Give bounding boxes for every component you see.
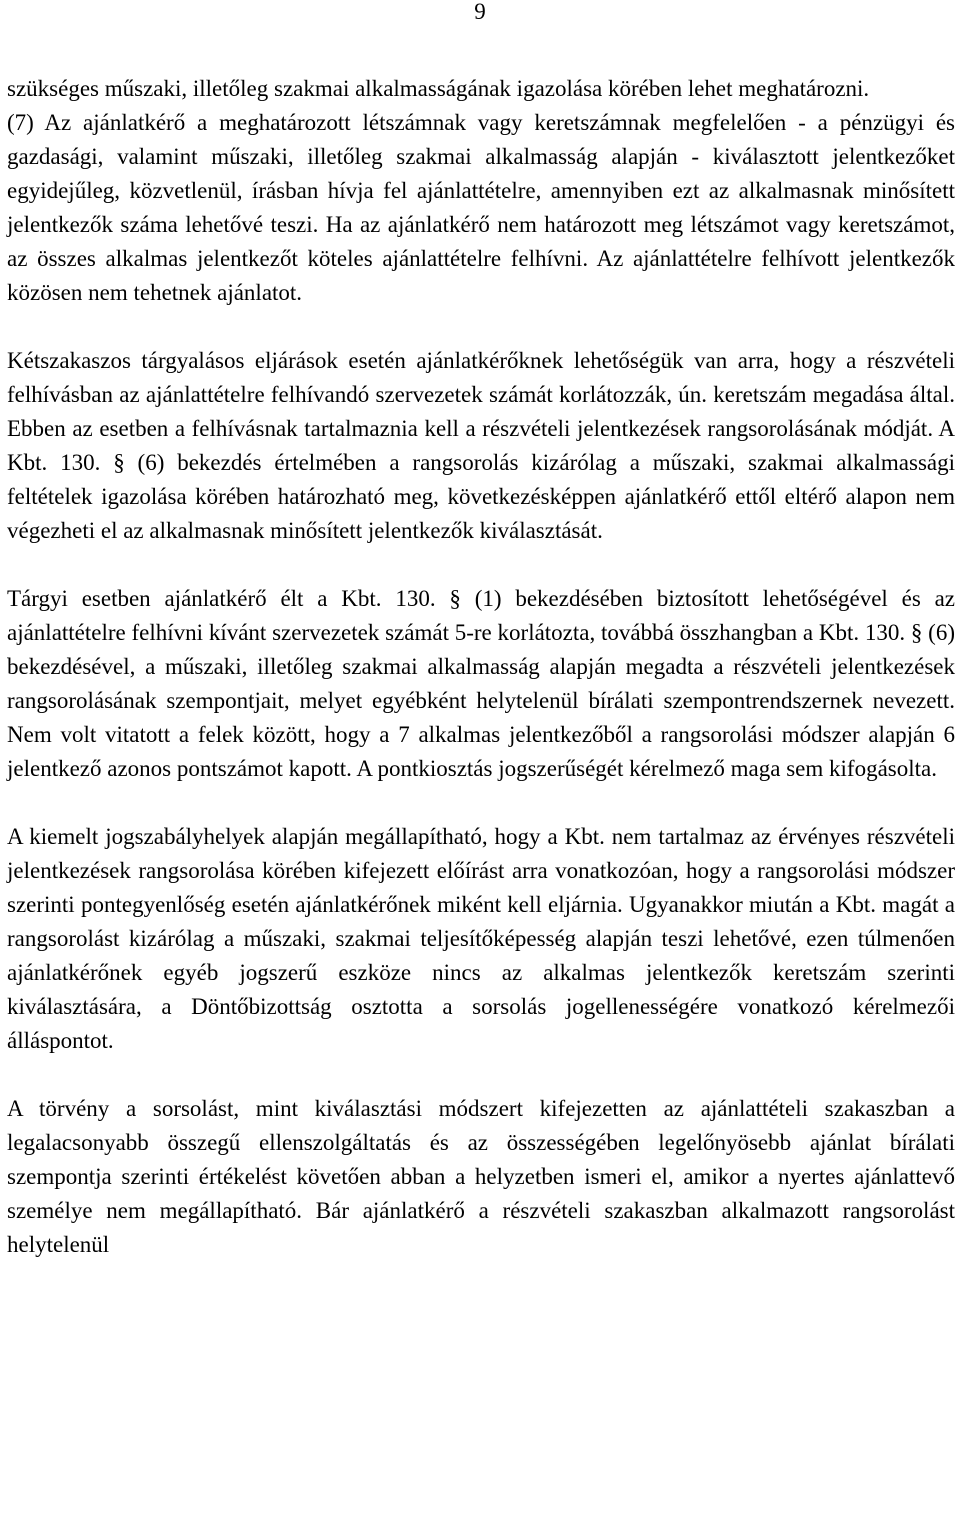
document-body [7, 72, 955, 1262]
paragraph-spacer [7, 786, 955, 820]
paragraph-spacer [7, 310, 955, 344]
page-number: 9 [474, 0, 486, 24]
paragraph-two-stage-procedures: Kétszakaszos tárgyalásos eljárások esetén ajánlatkérőknek lehetőségük van arra, hogy a részvételi felhívásban az ajánlattételre felhívandó szervezetek számát korlátozzák, ún. keretszám megadása által. Ebben az esetben a felhívásnak tartalmaznia kell a részvételi jelentkezések rangsorolásának módját. A Kbt. 130. § (6) bekezdés értelmében a rangsorolás kizárólag a műszaki, szakmai alkalmassági feltételek igazolása körében határozható meg, következésképpen ajánlatkérő ettől eltérő alapon nem végezheti el az alkalmasnak minősített jelentkezők kiválasztását. [7, 348, 955, 543]
paragraph-intro-continuation: szükséges műszaki, illetőleg szakmai alkalmasságának igazolása körében lehet meghatározni. [7, 76, 870, 101]
paragraph-legal-conclusion: A kiemelt jogszabályhelyek alapján megállapítható, hogy a Kbt. nem tartalmaz az érvényes részvételi jelentkezések rangsorolása körében kifejezett előírást arra vonatkozóan, hogy a rangsorolási módszer szerinti pontegyenlőség esetén ajánlatkérőnek miként kell eljárnia. Ugyanakkor miután a Kbt. magát a rangsorolást kizárólag a műszaki, szakmai teljesítőképesség alapján teszi lehetővé, ezen túlmenően ajánlatkérőnek egyéb jogszerű eszköze nincs az alkalmas jelentkezők keretszám szerinti kiválasztására, a Döntőbizottság osztotta a sorsolás jogellenességére vonatkozó kérelmezői álláspontot. [7, 824, 955, 1053]
paragraph-spacer [7, 548, 955, 582]
paragraph-section-7: (7) Az ajánlatkérő a meghatározott létszámnak vagy keretszámnak megfelelően - a pénzügyi és gazdasági, valamint műszaki, illetőleg szakmai alkalmasság alapján - kiválasztott jelentkezőket egyidejűleg, közvetlenül, írásban hívja fel ajánlattételre, amennyiben ezt az alkalmasnak minősített jelentkezők száma lehetővé teszi. Ha az ajánlatkérő nem határozott meg létszámot vagy keretszámot, az összes alkalmas jelentkezőt köteles ajánlattételre felhívni. Az ajánlattételre felhívott jelentkezők közösen nem tehetnek ajánlatot. [7, 110, 955, 305]
paragraph-lottery-method: A törvény a sorsolást, mint kiválasztási módszert kifejezetten az ajánlattételi szakaszban a legalacsonyabb összegű ellenszolgáltatás és az összességében legelőnyösebb ajánlat bírálati szempontja szerinti értékelést követően abban a helyzetben ismeri el, amikor a nyertes ajánlattevő személye nem megállapítható. Bár ajánlatkérő a részvételi szakaszban alkalmazott rangsorolást helytelenül [7, 1096, 955, 1257]
paragraph-case-facts: Tárgyi esetben ajánlatkérő élt a Kbt. 130. § (1) bekezdésében biztosított lehetőségével és az ajánlattételre felhívni kívánt szervezetek számát 5-re korlátozta, továbbá összhangban a Kbt. 130. § (6) bekezdésével, a műszaki, illetőleg szakmai alkalmasság alapján megadta a részvételi jelentkezések rangsorolásának szempontjait, melyet egyébként helytelenül bírálati szempontrendszernek nevezett. Nem volt vitatott a felek között, hogy a 7 alkalmas jelentkezőből a rangsorolási módszer alapján 6 jelentkező azonos pontszámot kapott. A pontkiosztás jogszerűségét kérelmező maga sem kifogásolta. [7, 586, 955, 781]
paragraph-spacer [7, 1058, 955, 1092]
